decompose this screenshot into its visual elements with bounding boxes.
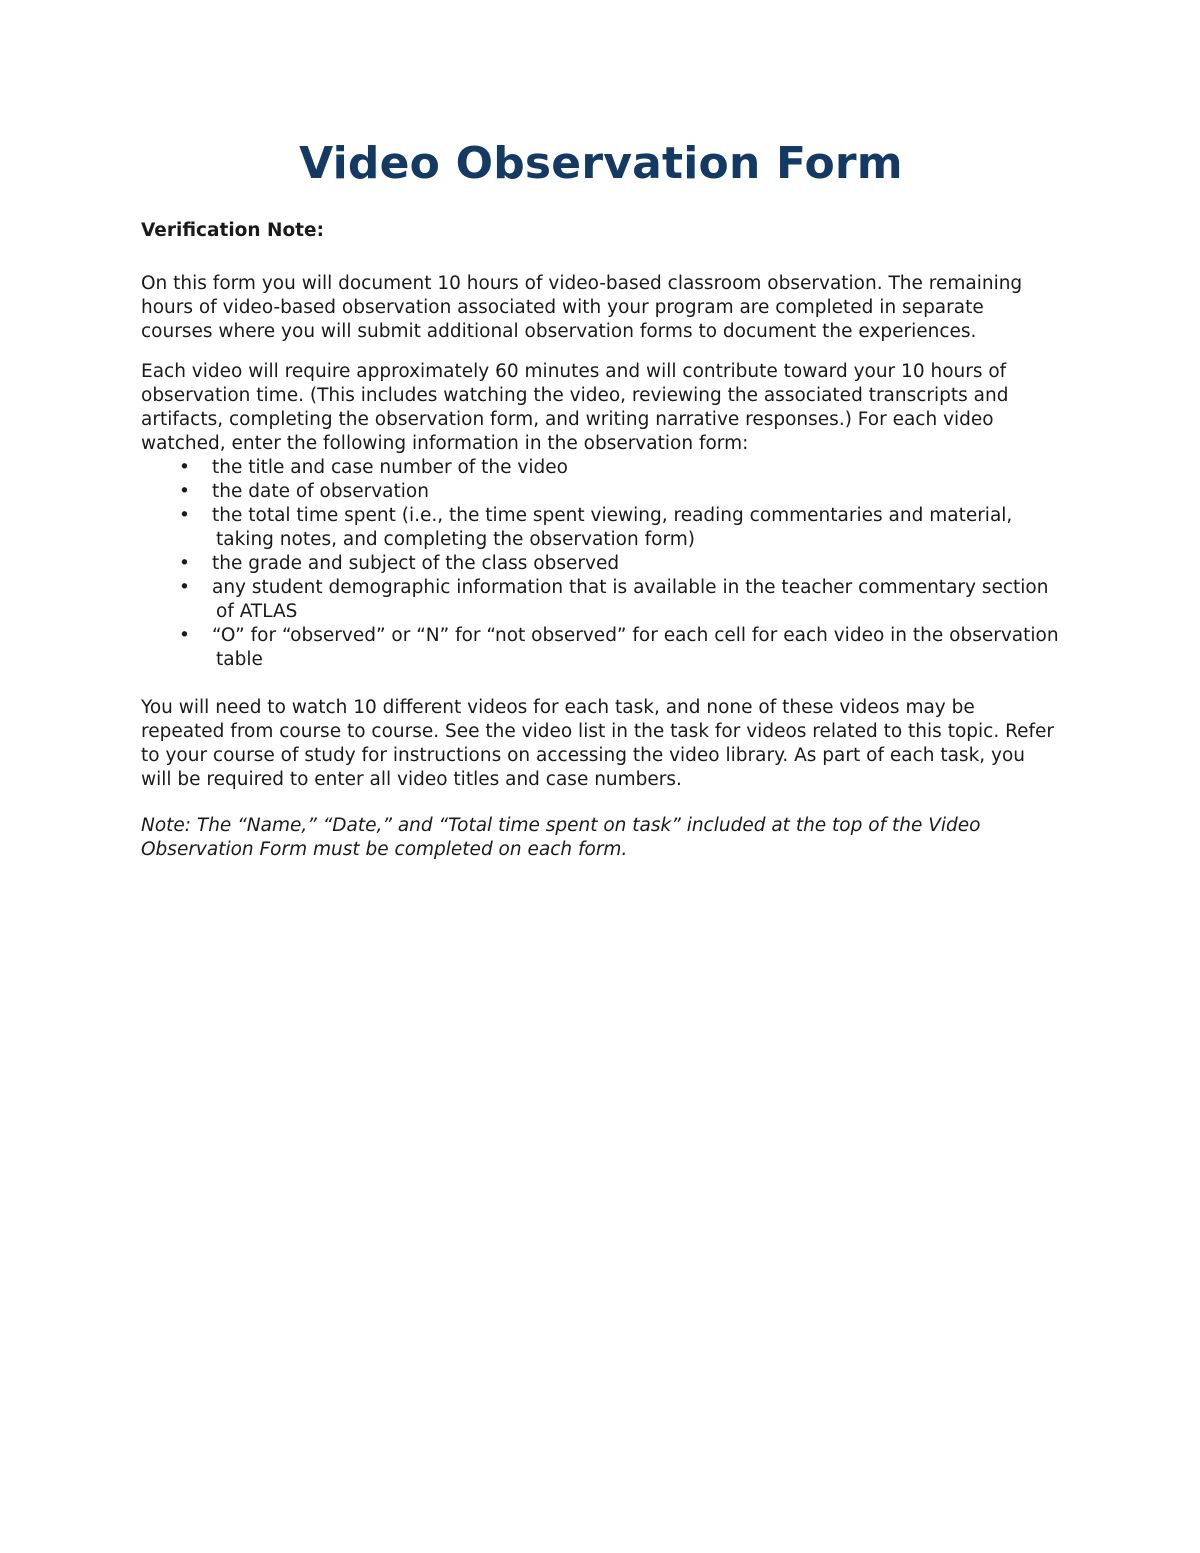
bullet-icon: • (179, 625, 190, 646)
info-bullet-list (141, 456, 1061, 672)
list-item (141, 480, 1061, 504)
list-item-text: the grade and subject of the class observed (212, 553, 620, 574)
bullet-icon: • (179, 553, 190, 574)
document-body (141, 219, 1061, 862)
bullet-icon: • (179, 481, 190, 502)
list-item (141, 576, 1061, 624)
list-item-text: the date of observation (212, 481, 429, 502)
paragraph-intro: On this form you will document 10 hours of video-based classroom observation. The remaining hours of video-based observation associated with your program are completed in separate courses where you will submit additional observation forms to document the experiences. (141, 273, 1023, 342)
paragraph-requirements: Each video will require approximately 60 minutes and will contribute toward your 10 hours of observation time. (This includes watching the video, reviewing the associated transcripts and artifacts, completing the observation form, and writing narrative responses.) For each video watched, enter the following information in the observation form: (141, 361, 1009, 454)
bullet-icon: • (179, 505, 190, 526)
list-item (141, 552, 1061, 576)
paragraph-videos: You will need to watch 10 different videos for each task, and none of these videos may be repeated from course to course. See the video list in the task for videos related to this topic. Refer to your course of study for instructions on accessing the video library. As part of each task, you will be required to enter all video titles and case numbers. (141, 697, 1054, 790)
list-item-text: any student demographic information that is available in the teacher commentary section of ATLAS (212, 577, 1049, 622)
verification-heading: Verification Note: (141, 220, 324, 241)
list-item (141, 624, 1061, 672)
bullet-icon: • (179, 457, 190, 478)
list-item-text: “O” for “observed” or “N” for “not observed” for each cell for each video in the observation table (212, 625, 1059, 670)
list-item (141, 504, 1061, 552)
list-item-text: the title and case number of the video (212, 457, 568, 478)
note-paragraph: Note: The “Name,” “Date,” and “Total time spent on task” included at the top of the Video Observation Form must be completed on each form. (141, 815, 981, 860)
page-title: Video Observation Form (299, 138, 903, 189)
bullet-icon: • (179, 577, 190, 598)
list-item-text: the total time spent (i.e., the time spent viewing, reading commentaries and material, taking notes, and completing the observation form) (212, 505, 1013, 550)
list-item (141, 456, 1061, 480)
